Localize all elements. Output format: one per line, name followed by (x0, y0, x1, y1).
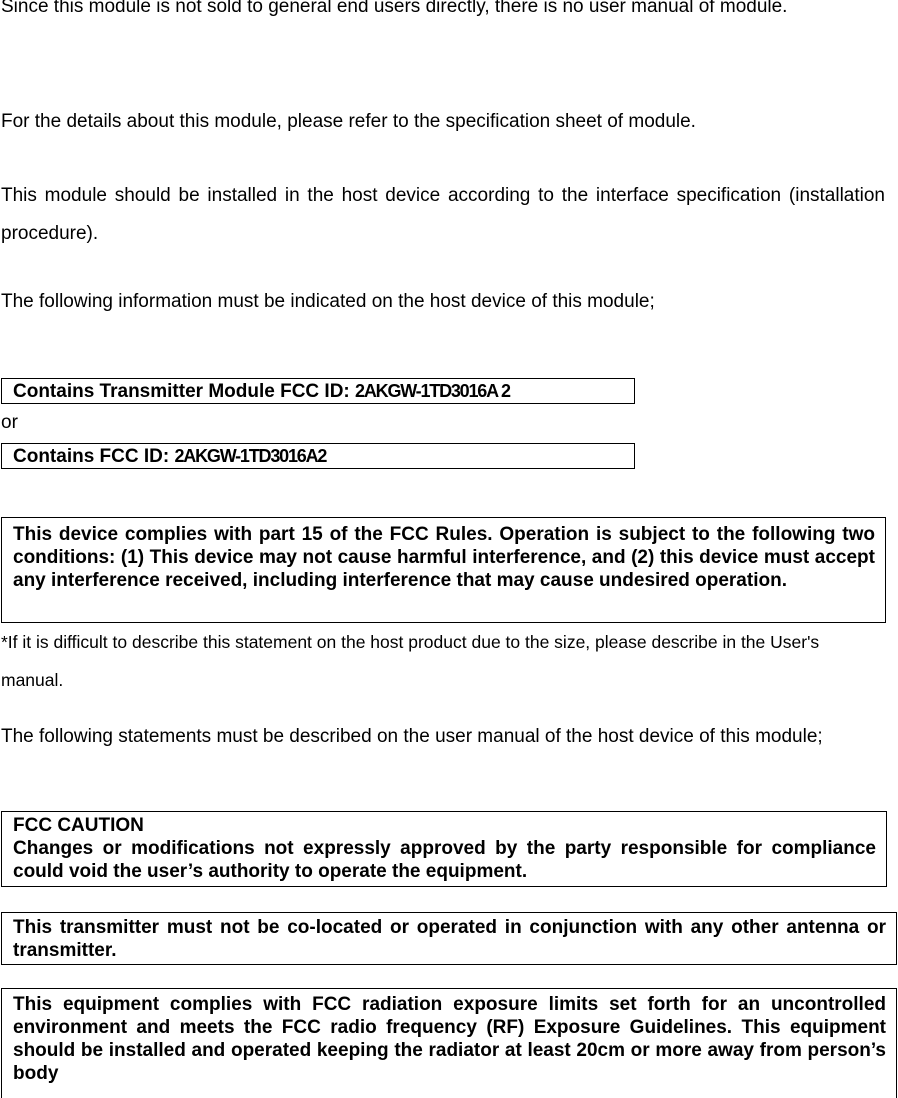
rf-exposure-statement-box (1, 988, 897, 1098)
fcc-id-value-1: 2AKGW-1TD3016A 2 (355, 381, 510, 401)
fcc-id-value-2: 2AKGW-1TD3016A2 (174, 446, 327, 466)
fcc-caution-body: Changes or modifications not expressly approved by the party responsible for compliance could void the user’s authority to operate the equipment. (13, 838, 876, 882)
fcc-id-label-2-prefix: Contains FCC ID: (13, 446, 175, 467)
intro-paragraph: Since this module is not sold to general end users directly, there is no user manual of module. (1, 0, 788, 17)
fcc-caution-box (1, 811, 887, 887)
fcc-id-label-box-1 (1, 378, 635, 404)
host-labeling-paragraph: The following information must be indicated on the host device of this module; (1, 291, 655, 312)
specification-reference-paragraph: For the details about this module, please refer to the specification sheet of module. (1, 111, 696, 132)
part15-statement-text: This device complies with part 15 of the FCC Rules. Operation is subject to the following two conditions: (1) This device may not cause harmful interference, and (2) this device must accept any interference received, including interference that may cause undesired operation. (13, 524, 875, 591)
installation-paragraph: This module should be installed in the host device according to the interface specification (installation procedure). (1, 185, 885, 244)
colocation-statement-box (1, 912, 897, 965)
part15-statement-box (1, 517, 886, 623)
size-note: *If it is difficult to describe this statement on the host product due to the size, please describe in the User's manual. (1, 632, 820, 690)
fcc-id-label-1-prefix: Contains Transmitter Module FCC ID: (13, 381, 356, 402)
fcc-id-label-box-2 (1, 443, 635, 469)
user-manual-paragraph: The following statements must be described on the user manual of the host device of this module; (1, 726, 823, 747)
or-connector: or (1, 412, 18, 433)
fcc-caution-title: FCC CAUTION (13, 815, 144, 836)
rf-exposure-statement-text: This equipment complies with FCC radiation exposure limits set forth for an uncontrolled environment and meets the FCC radio frequency (RF) Exposure Guidelines. This equipment should be installed and operated keeping the radiator at least 20cm or more away from person’s body (13, 994, 886, 1084)
colocation-statement-text: This transmitter must not be co-located or operated in conjunction with any other antenna or transmitter. (13, 917, 886, 961)
